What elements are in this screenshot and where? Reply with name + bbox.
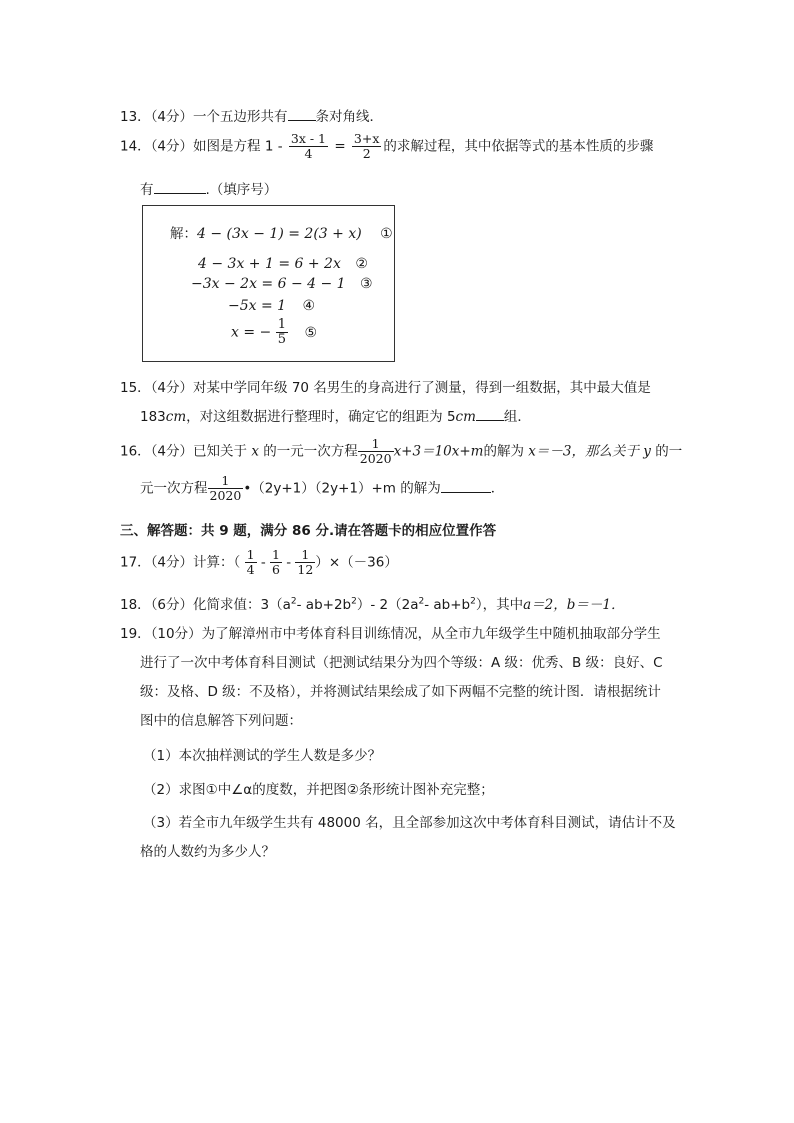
step-marker-3: ③ [360,276,373,292]
q18-text-c: ）- 2（2a [356,597,419,613]
step-marker-1: ① [380,226,393,242]
q16-line2-c: ． [490,480,505,497]
q14-frac1-num: 3x - 1 [290,131,327,146]
q18-text-e: ），其中 [475,597,524,613]
q18-sup-2: 2 [351,596,357,607]
section-3-title: 三、解答题：共 9 题，满分 86 分.请在答题卡的相应位置作答 [120,523,497,539]
q14-fraction-2 [352,132,381,161]
q18-number: 18． [120,597,151,613]
q17-f1-num: 1 [246,547,255,562]
question-15 [120,376,651,396]
q17-text-a: 计算：（ [193,554,241,571]
q13-text-b: 条对角线． [315,109,384,125]
q17-f3-den: 12 [297,562,314,577]
q13-number: 13． [120,109,151,125]
q19-subquestion-2: （2）求图①中∠α的度数，并把图②条形统计图补充完整； [143,782,494,798]
q18-sup-1: 2 [290,596,297,607]
q16-frac-num: 1 [358,437,394,452]
q16-expression-2: •（2y+1）（2y+1）+m [243,480,396,497]
q17-f2-num: 1 [272,547,280,562]
q16-line2-a: 元一次方程 [140,480,208,497]
q15-line2-b: ，对这组数据进行整理时，确定它的组距为 5 [186,409,456,425]
q16-frac2-den: 2020 [209,488,242,503]
solution-line-2 [198,256,368,272]
q14-frac2-num: 3+x [353,131,380,146]
q17-score: （4分） [150,554,194,571]
solution-line-5 [231,318,317,347]
solution-eq-3: −3x − 2x = 6 − 4 − 1 [191,276,346,292]
q16-expression: x+3＝10x+m [393,443,484,460]
q14-answer-blank [154,181,206,194]
solution-fraction [276,318,288,347]
q16-fraction [358,437,394,466]
question-16 [120,437,682,466]
q16-line2-b: 的解为 [400,480,441,497]
q17-text-b: ）×（－36） [315,554,398,571]
q15-line-2 [140,405,531,425]
solution-eq-5: x = − [231,324,272,341]
q16-fraction-2 [208,474,244,503]
q16-text-d: 的一 [655,443,683,460]
q14-text-b: 的求解过程，其中依据等式的基本性质的步骤 [383,138,654,155]
q19-line-3: 级：及格、D 级：不及格），并将测试结果绘成了如下两幅不完整的统计图．请根据统计 [140,684,661,700]
solution-eq-4: −5x = 1 [228,298,287,314]
q17-fraction-2 [270,548,282,577]
solution-label: 解： [170,226,197,242]
step-marker-4: ④ [302,298,316,314]
q15-score: （4分） [150,380,194,396]
q14-equals: = [334,138,346,155]
q16-frac2-num: 1 [208,474,244,489]
solution-box [142,205,395,362]
q14-line-2 [140,178,277,198]
q19-number: 19． [120,626,151,642]
q17-f2-den: 6 [272,562,280,577]
solution-eq-2: 4 − 3x + 1 = 6 + 2x [198,256,341,272]
q14-frac1-den: 4 [304,146,313,161]
q15-unit: cm [165,409,187,425]
q16-score: （4分） [150,443,194,460]
q19-score: （10分） [150,626,202,642]
q17-f3-num: 1 [295,548,315,563]
q17-minus-1: - [260,554,266,571]
q18-text-b: - ab+2b [296,597,352,613]
solution-eq-1: 4 − (3x − 1) = 2(3 + x) [197,226,362,242]
q14-line2-a: 有 [140,182,154,198]
q19-line-2: 进行了一次中考体育科目测试（把测试结果分为四个等级：A 级：优秀、B 级：良好、C [140,655,663,671]
q16-text-c: 的解为 [483,443,524,460]
q15-unit-2: cm [455,409,476,425]
q15-answer-blank [476,408,504,421]
solution-frac-num: 1 [277,317,286,332]
question-14 [120,132,653,161]
q16-solution: x＝－3，那么关于 [528,443,639,460]
q16-number: 16． [120,443,151,460]
q18-text-f: a＝2，b＝－1． [523,597,625,613]
solution-frac-den: 5 [277,332,286,347]
q16-text-a: 已知关于 [193,443,248,460]
q19-subquestion-1: （1）本次抽样测试的学生人数是多少？ [143,748,382,764]
step-marker-2: ② [355,256,368,272]
q15-text-a: 对某中学同年级 70 名男生的身高进行了测量，得到一组数据，其中最大值是 [193,380,651,396]
q17-fraction-1 [245,548,257,577]
question-13 [120,105,383,125]
q19-subquestion-3: （3）若全市九年级学生共有 48000 名，且全部参加这次中考体育科目测试，请估计不及 [143,815,676,831]
q16-answer-blank [441,480,491,493]
q18-score: （6分） [150,597,194,613]
q17-minus-2: - [286,554,292,571]
q14-score: （4分） [150,138,194,155]
q13-text-a: 一个五边形共有 [193,109,288,125]
solution-line-4 [228,298,315,314]
q17-number: 17． [120,554,151,571]
q16-line-2 [140,474,504,503]
question-18 [120,593,624,613]
q19-line-1: 为了解漳州市中考体育科目训练情况，从全市九年级学生中随机抽取部分学生 [201,626,661,642]
q13-answer-blank [288,108,316,121]
q19-line-4: 图中的信息解答下列问题： [140,713,302,729]
q16-text-b: 的一元一次方程 [263,443,358,460]
q13-score: （4分） [150,109,194,125]
q18-text-d: - ab+b [424,597,471,613]
q14-text-a: 如图是方程 1 - [193,138,283,155]
q15-line2-c: 组． [503,409,531,425]
q19-subquestion-3-cont: 格的人数约为多少人？ [140,844,275,860]
q14-line2-b: .（填序号） [205,182,278,198]
step-marker-5: ⑤ [304,324,318,341]
question-19 [120,622,661,642]
q18-sup-4: 2 [470,596,476,607]
q14-frac2-den: 2 [362,146,371,161]
question-17 [120,548,398,577]
q18-text-a: 化简求值：3（a [193,597,291,613]
q18-sup-3: 2 [418,596,425,607]
solution-line-1 [170,222,393,242]
solution-line-3 [191,276,373,292]
q16-frac-den: 2020 [359,451,392,466]
q17-fraction-3 [295,548,315,577]
q14-number: 14． [120,138,151,155]
q15-line2-a: 183 [140,409,166,425]
q17-f1-den: 4 [246,562,255,577]
q16-var-x: x [251,443,259,460]
q14-fraction-1 [289,132,328,161]
q15-number: 15． [120,380,151,396]
q16-var-y: y [643,443,651,460]
